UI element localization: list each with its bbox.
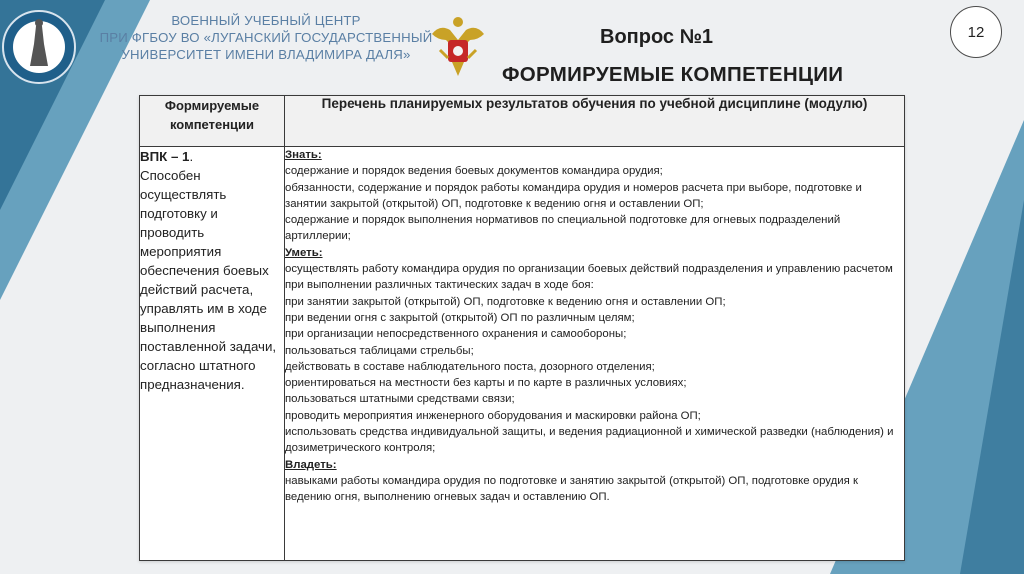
competence-code: ВПК – 1 xyxy=(140,149,190,164)
can-item: при организации непосредственного охранения и самообороны; xyxy=(285,328,627,341)
can-item: при занятии закрытой (открытой) ОП, подготовке к ведению огня и оставлении ОП; xyxy=(285,295,726,308)
table-row xyxy=(140,147,905,561)
know-label: Знать: xyxy=(285,149,322,161)
results-cell xyxy=(285,147,905,561)
competence-description: Способен осуществлять подготовку и проводить мероприятия обеспечения боевых действий расчета, управлять им в ходе выполнения поставленной задачи, согласно штатного предназначения. xyxy=(140,168,277,392)
military-emblem-icon xyxy=(428,10,488,80)
column-header-competencies: Формируемые компетенции xyxy=(140,96,285,147)
org-line-3: УНИВЕРСИТЕТ ИМЕНИ ВЛАДИМИРА ДАЛЯ» xyxy=(121,47,411,62)
know-item: содержание и порядок выполнения нормативов по специальной подготовке для огневых подразделений артиллерии; xyxy=(285,214,841,243)
column-header-results: Перечень планируемых результатов обучения по учебной дисциплине (модулю) xyxy=(285,96,905,147)
university-logo xyxy=(0,4,78,90)
own-label: Владеть: xyxy=(285,458,337,471)
know-item: содержание и порядок ведения боевых документов командира орудия; xyxy=(285,165,663,178)
can-item: действовать в составе наблюдательного поста, дозорного отделения; xyxy=(285,360,655,373)
know-item: обязанности, содержание и порядок работы командира орудия и номеров расчета при выборе, подготовке и занятии закрытой (открытой) ОП, подготовке к ведению огня и оставлении ОП; xyxy=(285,181,862,210)
can-item: ориентироваться на местности без карты и по карте в различных условиях; xyxy=(285,377,687,390)
competence-cell: ВПК – 1. Способен осуществлять подготовку и проводить мероприятия обеспечения боевых действий расчета, управлять им в ходе выполнения поставленной задачи, согласно штатного предназначения. xyxy=(140,147,285,561)
org-line-2: ПРИ ФГБОУ ВО «ЛУГАНСКИЙ ГОСУДАРСТВЕННЫЙ xyxy=(99,30,433,45)
own-item: навыками работы командира орудия по подготовке и занятию закрытой (открытой) ОП, подготовке орудия к ведению огня, выполнению огневых задач и оставлению ОП. xyxy=(285,474,858,504)
competencies-table xyxy=(139,95,905,561)
table-header-row xyxy=(140,96,905,147)
can-item: при ведении огня с закрытой (открытой) ОП по различным целям; xyxy=(285,311,635,324)
page-title: ФОРМИРУЕМЫЕ КОМПЕТЕНЦИИ xyxy=(502,63,844,86)
organization-name xyxy=(76,12,456,63)
org-line-1: ВОЕННЫЙ УЧЕБНЫЙ ЦЕНТР xyxy=(171,13,361,28)
can-item: использовать средства индивидуальной защиты, и ведения радиационной и химической разведки (наблюдения) и дозиметрического контроля; xyxy=(285,426,894,455)
can-item: осуществлять работу командира орудия по организации боевых действий подразделения и управлению расчетом при выполнении различных тактических задач в ходе боя: xyxy=(285,263,893,292)
can-item: проводить мероприятия инженерного оборудования и маскировки района ОП; xyxy=(285,409,701,422)
page-number-badge: 12 xyxy=(950,6,1002,58)
can-label: Уметь: xyxy=(285,246,323,259)
can-item: пользоваться штатными средствами связи; xyxy=(285,393,515,406)
can-item: пользоваться таблицами стрельбы; xyxy=(285,344,474,357)
question-title: Вопрос №1 xyxy=(600,26,714,48)
